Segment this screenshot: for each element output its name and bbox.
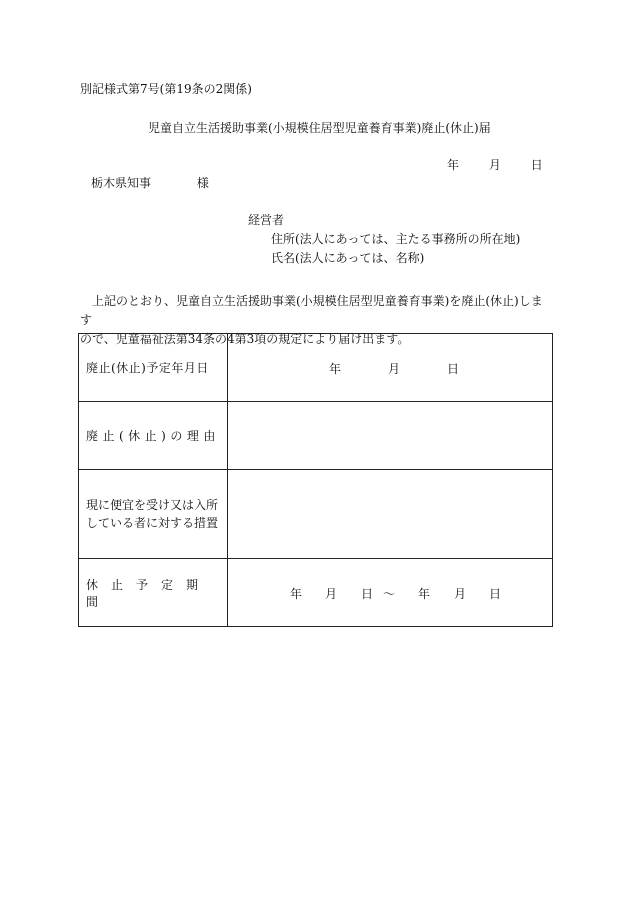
value-reason[interactable] [228,402,553,470]
addressee-name: 栃木県知事 [91,176,152,190]
addressee [91,174,209,191]
operator-label: 経営者 [248,213,285,227]
label-suspension-period: 休止予定期間 [79,559,228,627]
label-reason: 廃止(休止)の理由 [79,402,228,470]
operator-name: 氏名(法人にあっては、名称) [271,251,425,265]
date-month: 月 [488,158,501,172]
submission-date [447,156,543,173]
body-line-1: 上記のとおり、児童自立生活援助事業(小規模住居型児童養育事業)を廃止(休止)しま す [80,294,543,327]
scheduled-month: 月 [388,361,401,376]
body-line-2: ので、児童福祉法第34条の4第3項の規定により届け出ます。 [80,332,410,346]
table-row-persons [79,470,553,559]
operator-address: 住所(法人にあっては、主たる事務所の所在地) [271,232,521,246]
period-to-day: 日 [489,586,502,601]
document-title: 児童自立生活援助事業(小規模住居型児童養育事業)廃止(休止)届 [148,121,491,135]
date-year: 年 [447,158,460,172]
period-separator: 〜 [383,586,396,601]
scheduled-day: 日 [447,361,460,376]
period-from-day: 日 [361,586,374,601]
period-from-year: 年 [290,586,303,601]
label-scheduled-date: 廃止(休止)予定年月日 [79,334,228,402]
form-number: 別記様式第7号(第19条の2関係) [80,82,252,96]
table-row-date [79,334,553,402]
value-scheduled-date[interactable] [228,334,553,402]
value-suspension-period[interactable] [228,559,553,627]
table-row-reason [79,402,553,470]
addressee-honorific: 様 [196,176,209,190]
period-from-month: 月 [325,586,338,601]
period-to-year: 年 [418,586,431,601]
notification-table [78,333,553,627]
period-to-month: 月 [454,586,467,601]
table-row-period [79,559,553,627]
value-persons-measures[interactable] [228,470,553,559]
label-persons-measures: 現に便宜を受け又は入所 している者に対する措置 [79,470,228,559]
scheduled-year: 年 [329,361,342,376]
date-day: 日 [530,158,543,172]
